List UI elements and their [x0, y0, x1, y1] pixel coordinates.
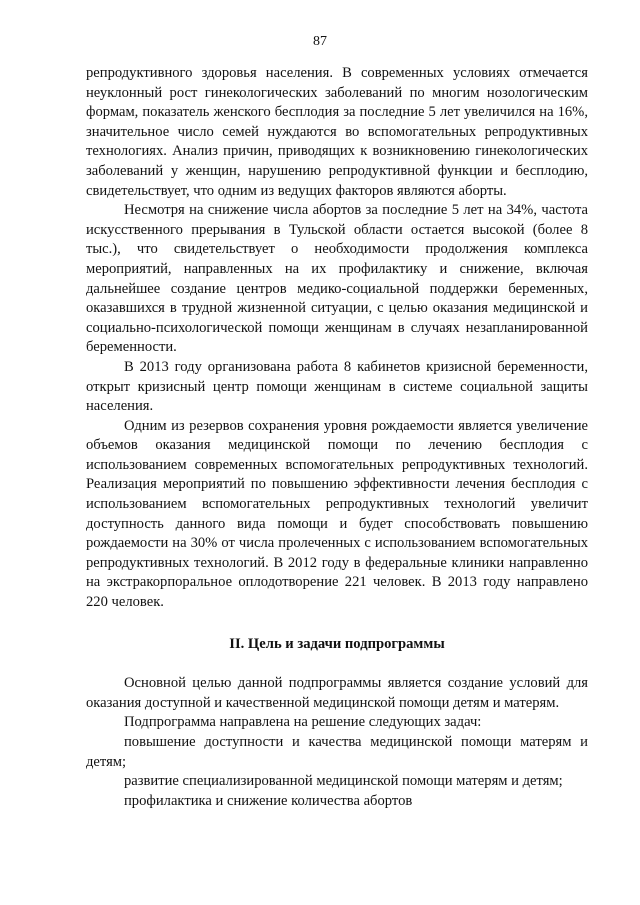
paragraph-infertility-treatment: Одним из резервов сохранения уровня рождаемости является увеличение объемов оказания медицинской помощи по лечению бесплодия с использованием современных вспомогательных репродуктивных технологий. Реализация мероприятий по повышению эффективности лечения бесплодия с использованием вспомогательных репродуктивных технологий увеличит доступность данного вида помощи и будет способствовать повышению рождаемости на 30% от числа пролеченных с использованием вспомогательных репродуктивных технологий. В 2012 году в федеральные клиники направленно на экстракорпоральное оплодотворение 221 человек. В 2013 году направлено 220 человек. [86, 417, 588, 611]
task-item-specialized-care: развитие специализированной медицинской помощи матерям и детям; [124, 773, 563, 790]
paragraph-crisis-centers: В 2013 году организована работа 8 кабинетов кризисной беременности, открыт кризисный центр помощи женщинам в системе социальной защиты населения. [86, 358, 588, 415]
task-item-abortion-prevention: профилактика и снижение количества абортов [124, 792, 413, 809]
task-item-accessibility: повышение доступности и качества медицинской помощи матерям и детям; [86, 734, 588, 770]
page-number: 87 [313, 34, 327, 49]
paragraph-main-goal: Основной целью данной подпрограммы является создание условий для оказания доступной и качественной медицинской помощи детям и матерям. [86, 675, 588, 711]
paragraph-tasks-intro: Подпрограмма направлена на решение следующих задач: [124, 714, 482, 731]
section-heading: II. Цель и задачи подпрограммы [229, 635, 445, 652]
paragraph-reproductive-health: репродуктивного здоровья населения. В современных условиях отмечается неуклонный рост гинекологических заболеваний по многим нозологическим формам, показатель женского бесплодия за последние 5 лет увеличился на 16%, значительное число семей нуждаются во вспомогательных репродуктивных технологиях. Анализ причин, приводящих к возникновению гинекологических заболеваний у женщин, нарушению репродуктивной функции и бесплодию, свидетельствует, что одним из ведущих факторов являются аборты. [86, 65, 588, 199]
page-body [86, 64, 588, 811]
paragraph-abortion-statistics: Несмотря на снижение числа абортов за последние 5 лет на 34%, частота искусственного прерывания в Тульской области остается высокой (более 8 тыс.), что свидетельствует о необходимости продолжения комплекса мероприятий, направленных на их профилактику и снижение, включая дальнейшее создание центров медико-социальной поддержки беременных, оказавшихся в трудной жизненной ситуации, с целью оказания медицинской и социально-психологической помощи женщинам в случаях незапланированной беременности. [86, 202, 588, 356]
